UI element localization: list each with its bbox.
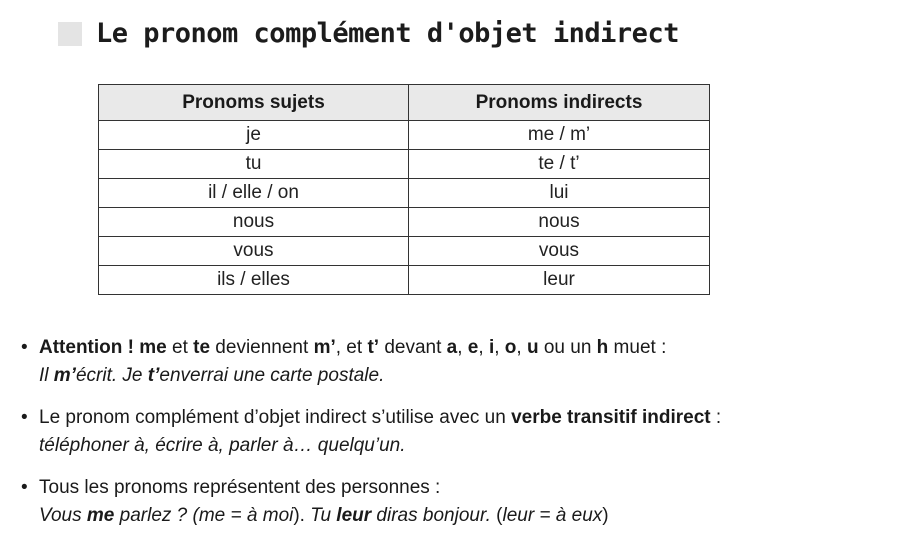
note-example (39, 502, 900, 530)
note-text: ). (293, 505, 311, 526)
note-bold-text: e (467, 337, 479, 358)
note-example (39, 432, 900, 460)
header-subject-pronouns: Pronoms sujets (99, 85, 409, 121)
header-indirect-pronouns: Pronoms indirects (409, 85, 710, 121)
note-attention (20, 334, 900, 390)
subject-pronoun-cell: tu (99, 150, 409, 179)
note-bold-text: te (193, 337, 211, 358)
note-bold-text: verbe transitif indirect (511, 407, 711, 428)
note-text: devant (379, 337, 447, 358)
note-bold-text: leur (336, 505, 372, 526)
indirect-pronoun-cell: me / m’ (409, 121, 710, 150)
subject-pronoun-cell: nous (99, 208, 409, 237)
note-text: Le pronom complément d’objet indirect s’utilise avec un (39, 407, 512, 428)
table-row (99, 150, 710, 179)
table-row (99, 266, 710, 295)
note-text: parlez ? ( (114, 505, 199, 526)
subject-pronoun-cell: il / elle / on (99, 179, 409, 208)
note-text: , (494, 337, 505, 358)
table-row (99, 208, 710, 237)
note-bold-text: u (526, 337, 539, 358)
note-text: écrit. Je (75, 365, 148, 386)
table-head (99, 85, 710, 121)
note-text: deviennent (210, 337, 314, 358)
note-usage (20, 404, 900, 460)
note-text: , et (335, 337, 368, 358)
table-row (99, 121, 710, 150)
note-text: ( (490, 505, 503, 526)
table-row (99, 179, 710, 208)
note-bold-text: i (488, 337, 495, 358)
note-example (39, 362, 900, 390)
table-header-row (99, 85, 710, 121)
note-text: muet : (608, 337, 667, 358)
bullet-icon: • (21, 477, 28, 498)
note-text: Vous (39, 505, 87, 526)
indirect-pronoun-cell: vous (409, 237, 710, 266)
subject-pronoun-cell: ils / elles (99, 266, 409, 295)
note-bold-text: m’ (313, 337, 336, 358)
note-bold-text: m’ (53, 365, 76, 386)
note-text: ) (602, 505, 609, 526)
subject-pronoun-cell: je (99, 121, 409, 150)
note-text: ou un (538, 337, 597, 358)
table-row (99, 237, 710, 266)
note-text: , (478, 337, 489, 358)
note-persons (20, 474, 900, 530)
section-heading (58, 18, 679, 49)
table-body (99, 121, 710, 295)
note-bold-text: h (596, 337, 609, 358)
note-bold-text: me (86, 505, 115, 526)
pronoun-table (98, 84, 710, 295)
note-bold-text: o (504, 337, 517, 358)
page-title: Le pronom complément d'objet indirect (96, 18, 679, 49)
note-bold-text: a (446, 337, 458, 358)
note-text: diras bonjour. (371, 505, 491, 526)
note-text: et (166, 337, 194, 358)
indirect-pronoun-cell: lui (409, 179, 710, 208)
note-text: : (710, 407, 722, 428)
note-bold-text: Attention ! me (39, 337, 167, 358)
note-text: , (457, 337, 468, 358)
indirect-pronoun-cell: leur (409, 266, 710, 295)
indirect-pronoun-cell: nous (409, 208, 710, 237)
note-text: Tous les pronoms représentent des personnes : (39, 477, 441, 498)
note-bold-text: t’ (147, 365, 160, 386)
note-text: Tu (310, 505, 337, 526)
note-text: téléphoner à, écrire à, parler à… quelqu’un. (39, 435, 406, 456)
note-text: me = à moi (198, 505, 294, 526)
bullet-icon: • (21, 407, 28, 428)
note-text: enverrai une carte postale. (159, 365, 385, 386)
bullet-icon: • (21, 337, 28, 358)
note-bold-text: t’ (367, 337, 380, 358)
note-line (39, 334, 900, 362)
note-text: leur = à eux (502, 505, 603, 526)
indirect-pronoun-cell: te / t’ (409, 150, 710, 179)
note-text: , (516, 337, 527, 358)
note-line (39, 404, 900, 432)
notes-list (20, 334, 900, 544)
subject-pronoun-cell: vous (99, 237, 409, 266)
note-text: Il (39, 365, 54, 386)
heading-marker (58, 22, 82, 46)
note-line (39, 474, 900, 502)
